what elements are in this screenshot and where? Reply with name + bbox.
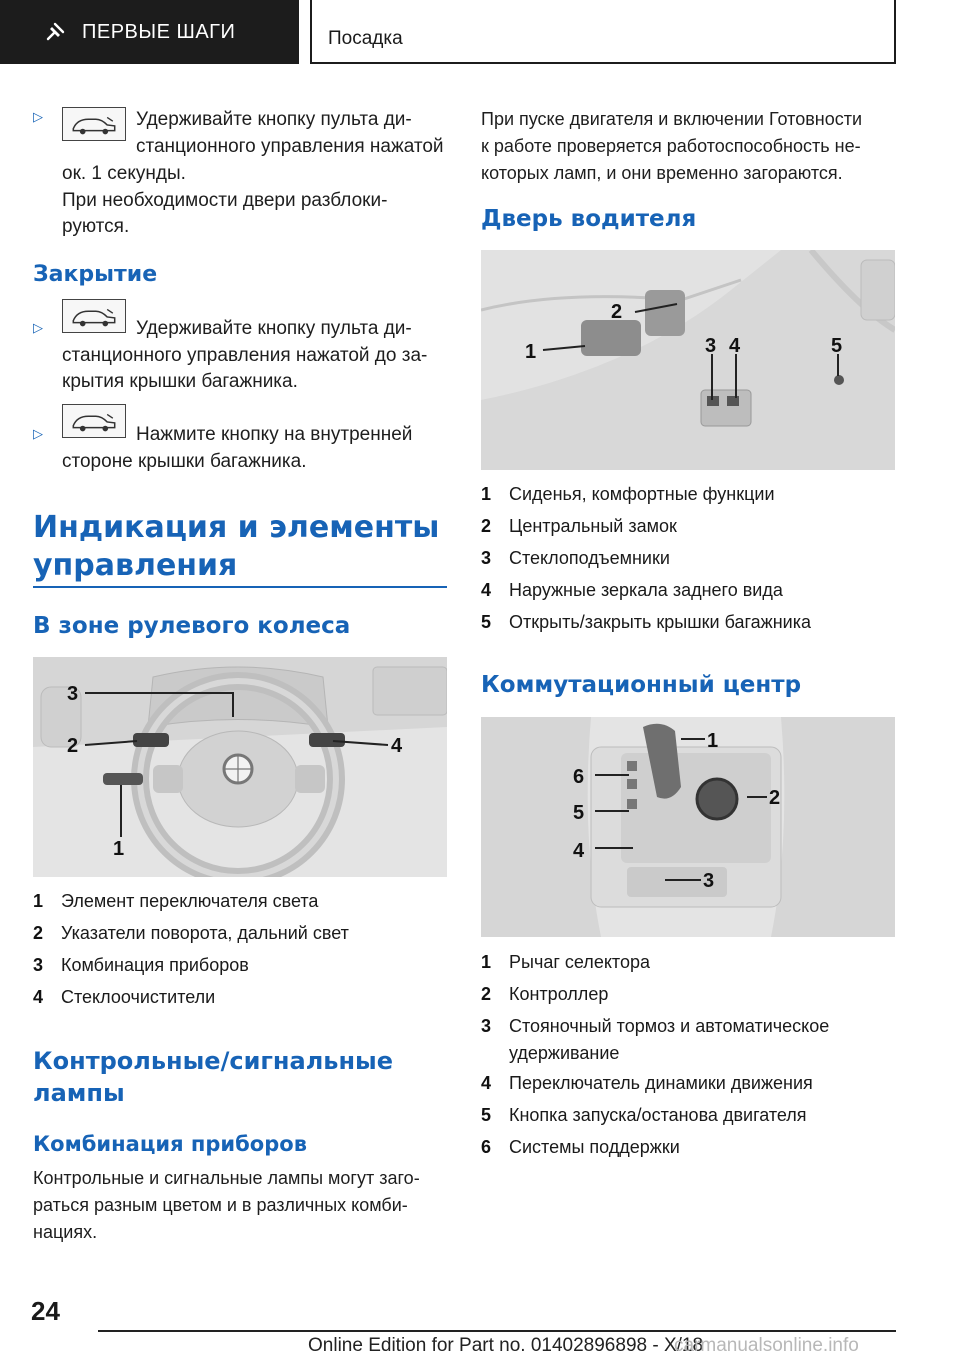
heading-cluster: Комбинация приборов [33,1132,307,1156]
para-text: При необходимости двери разблоки- [62,190,388,211]
para-text: которых ламп, и они временно загораются. [481,163,843,183]
pin-icon [42,19,68,45]
callout-2: 2 [611,301,623,323]
para-text: ок. 1 секунды. [62,163,186,184]
bullet-triangle-icon: ▷ [33,426,43,441]
para-text: стороне крышки багажника. [62,451,307,472]
para-text: раться разным цветом и в различных комби- [33,1195,408,1215]
watermark-text: carmanualsonline.info [674,1335,859,1356]
heading-lamps: лампы [33,1079,125,1107]
bullet-triangle-icon: ▷ [33,320,43,335]
subsection-title: Посадка [328,28,403,49]
para-text: станционного управления нажатой до за- [62,345,428,366]
divider [33,586,447,588]
trunk-key-icon [62,299,126,333]
para-text: Удерживайте кнопку пульта ди- [136,109,412,130]
callout-3: 3 [705,335,717,357]
para-text: к работе проверяется работоспособность не- [481,136,861,156]
console-legend: 1 Рычаг селектора 2 Контроллер 3 Стояночный тормоз и автоматическое удерживание 4 Переключатель динамики движения 5 Кнопка запуска/останова двигателя 6 Системы поддержки [481,952,830,1157]
para-text: Контрольные и сигнальные лампы могут заго- [33,1168,420,1188]
callout-5: 5 [831,335,843,357]
footer-divider [98,1330,896,1332]
door-legend: 1 Сиденья, комфортные функции 2 Центральный замок 3 Стеклоподъемники 4 Наружные зеркала заднего вида 5 Открыть/закрыть крышки багажника [481,484,812,632]
para-text: При пуске двигателя и включении Готовности [481,109,863,129]
heading-indication: Индикация и элементы [33,510,440,545]
callout-4: 4 [573,840,585,862]
subsection-box [310,0,896,64]
section-tab[interactable] [0,0,299,64]
page-number: 24 [31,1296,60,1326]
para-text: станционного управления нажатой [136,136,444,157]
para-text: Нажмите кнопку на внутренней [136,424,413,445]
callout-3: 3 [67,683,79,705]
wheel-legend: 1 Элемент переключателя света 2 Указатели поворота, дальний свет 3 Комбинация приборов 4 Стеклоочистители [33,891,349,1007]
para-text: руются. [62,216,130,237]
para-text: нациях. [33,1222,98,1242]
heading-console: Коммутационный центр [481,672,802,698]
edition-text: Online Edition for Part no. 01402896898 - X/18 [308,1335,704,1356]
callout-6: 6 [573,766,585,788]
callout-1: 1 [525,341,537,363]
steering-wheel-image [33,657,447,877]
callout-3: 3 [703,870,715,892]
driver-door-image [481,250,895,470]
callout-1: 1 [113,838,125,860]
bullet-triangle-icon: ▷ [33,109,43,124]
heading-close: Закрытие [33,262,158,287]
heading-lamps: Контрольные/сигнальные [33,1047,394,1075]
trunk-key-icon [62,107,126,141]
callout-2: 2 [67,735,79,757]
heading-indication: управления [33,548,238,583]
callout-5: 5 [573,802,585,824]
heading-door: Дверь водителя [481,206,697,232]
trunk-key-icon [62,404,126,438]
callout-4: 4 [729,335,741,357]
para-text: крытия крышки багажника. [62,371,298,392]
section-title: ПЕРВЫЕ ШАГИ [82,20,236,43]
callout-2: 2 [769,787,781,809]
callout-4: 4 [391,735,403,757]
para-text: Удерживайте кнопку пульта ди- [136,318,412,339]
center-console-image [481,717,895,937]
callout-1: 1 [707,730,719,752]
heading-wheel: В зоне рулевого колеса [33,613,351,639]
